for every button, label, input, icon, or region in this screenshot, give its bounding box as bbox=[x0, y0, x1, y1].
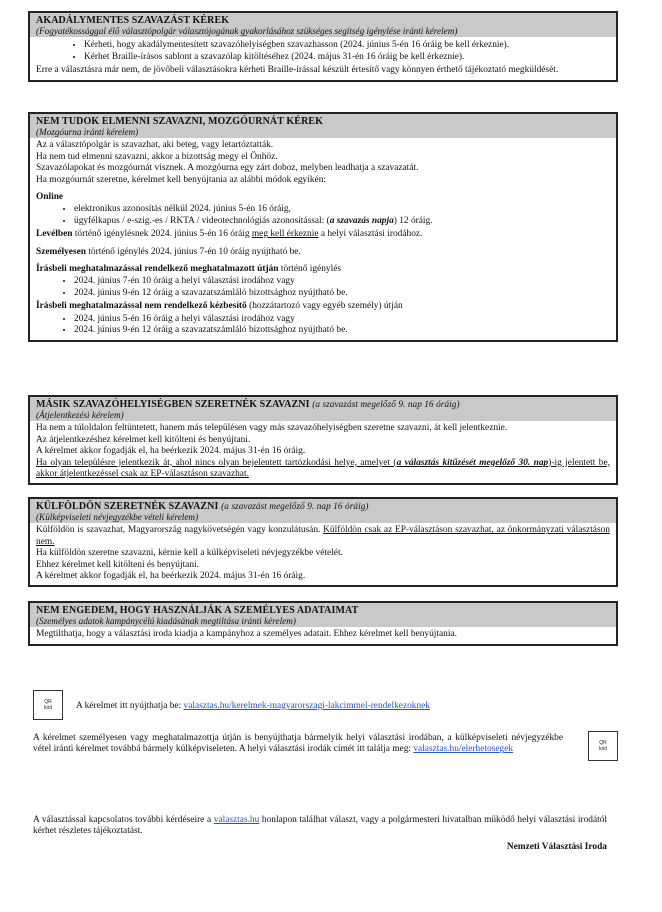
section-subtitle: (Átjelentkezési kérelem) bbox=[36, 410, 124, 421]
contact-link[interactable]: valasztas.hu/elerhetosegek bbox=[413, 744, 514, 755]
section-header bbox=[30, 13, 616, 37]
section-header bbox=[30, 603, 616, 627]
letter-line: Levélben történő igénylésnek 2024. június 5-én 16 óráig meg kell érkeznie a helyi választási irodához. bbox=[36, 229, 423, 240]
list-item: • Kérhet Braille-írásos sablont a szavazólap kitöltéséhez (2024. május 31-én 16 óráig be kell érkeznie). bbox=[84, 52, 610, 63]
body-line: Az átjelentkezéshez kérelmet kell kitölteni és benyújtani. bbox=[36, 434, 251, 445]
proxy-line: Írásbeli meghatalmazással rendelkező meghatalmazott útján történő igénylés bbox=[36, 264, 342, 275]
body-line: Külföldön is szavazhat, Magyarország nagykövetségén vagy konzulátusán. Külföldön csak az EP-választáson szavazhat, az önkormányzati választáson nem. bbox=[36, 525, 610, 547]
section-title: NEM ENGEDEM, HOGY HASZNÁLJÁK A SZEMÉLYES ADATAIMAT bbox=[36, 605, 359, 616]
intro-line: Ha mozgóurnát szeretne, kérelmet kell benyújtania az alábbi módok egyikén: bbox=[36, 174, 326, 185]
body-line: Megtilthatja, hogy a választási iroda kiadja a kampányhoz a személyes adatait. Ehhez kérelmet kell benyújtania. bbox=[36, 629, 457, 640]
warning-text: Ha olyan településre jelentkezik át, ahol nincs olyan bejelentett tartózkodási helye, amelyet (a választás kitűzését megelőző 30. nap)-ig jelentett be, akkor átjelentkezéssel csak az EP-választáson szavazhat. bbox=[36, 457, 610, 480]
submit-link[interactable]: valasztas.hu/kerelmek-magyarorszagi-lakcimmel-rendelkezoknek bbox=[183, 701, 431, 711]
list-item: • 2024. június 9-én 12 óráig a szavazatszámláló bizottsághoz nyújtható be. bbox=[74, 325, 610, 336]
section-subtitle: (Fogyatékossággal élő választópolgár választójogának gyakorlásához szükséges segítség igénylése iránti kérelem) bbox=[36, 26, 458, 37]
online-label: Online bbox=[36, 192, 64, 203]
section-mobile-ballot-box bbox=[28, 112, 618, 342]
section-subtitle: (Külképviseleti névjegyzékbe vételi kérelem) bbox=[36, 512, 199, 523]
section-subtitle: (Személyes adatok kampánycélú kiadásának megtiltása iránti kérelem) bbox=[36, 616, 296, 627]
section-title: AKADÁLYMENTES SZAVAZÁST KÉREK bbox=[36, 15, 230, 26]
intro-line: Az a választópolgár is szavazhat, aki beteg, vagy letartóztatták. bbox=[36, 140, 274, 151]
section-title: NEM TUDOK ELMENNI SZAVAZNI, MOZGÓURNÁT KÉREK bbox=[36, 116, 324, 127]
section-transfer-request bbox=[28, 395, 618, 485]
courier-line: Írásbeli meghatalmazással nem rendelkező kézbesítő (hozzátartozó vagy egyéb személy) útján bbox=[36, 301, 403, 312]
note-text: Erre a választásra már nem, de jövőbeli választásokra kérheti Braille-írással készült értesítő vagy könnyen érthető tájékoztató megküldését. bbox=[36, 65, 559, 76]
list-item: • 2024. június 9-én 12 óráig a szavazatszámláló bizottsághoz nyújtható be. bbox=[74, 288, 610, 299]
footer-paragraph: A választással kapcsolatos további kérdéseire a valasztas.hu honlapon találhat választ, vagy a polgármesteri hivatalban működő helyi választási irodától kérhet részletes tájékoztatást. bbox=[33, 815, 608, 837]
section-title: KÜLFÖLDÖN SZERETNÉK SZAVAZNI (a szavazást megelőző 9. nap 16 óráig) bbox=[36, 501, 369, 512]
list-item: • 2024. június 5-én 16 óráig a helyi választási irodához vagy bbox=[74, 314, 610, 325]
section-accessible-voting bbox=[28, 11, 618, 82]
section-title: MÁSIK SZAVAZÓHELYISÉGBEN SZERETNÉK SZAVAZNI (a szavazást megelőző 9. nap 16 óráig) bbox=[36, 399, 460, 410]
intro-line: Szavazólapokat és mozgóurnát visznek. A mozgóurna egy zárt doboz, melyben leadhatja a szavazatát. bbox=[36, 163, 419, 174]
intro-line: Ha nem tud elmenni szavazni, akkor a bizottság megy el Önhöz. bbox=[36, 151, 278, 162]
list-item: • 2024. június 7-én 10 óráig a helyi választási irodához vagy bbox=[74, 276, 610, 287]
section-data-protection bbox=[28, 601, 618, 646]
personal-line: Személyesen történő igénylés 2024. június 7-én 10 óráig nyújtható be. bbox=[36, 246, 301, 257]
section-subtitle: (Mozgóurna iránti kérelem) bbox=[36, 127, 139, 138]
qr-code-icon: QR kód bbox=[588, 731, 618, 761]
body-line: Ehhez kérelmet kell kitölteni és benyújtani. bbox=[36, 559, 199, 570]
contact-paragraph: A kérelmet személyesen vagy meghatalmazottja útján is benyújthatja bármelyik helyi választási irodában, a külképviseleti névjegyzékbe vétel iránti kérelmet továbbá bármely külképviseleten. A helyi választási irodák címét itt találja meg: valasztas.hu/elerhetosegek bbox=[33, 733, 563, 755]
footer-link[interactable]: valasztas.hu bbox=[213, 815, 260, 825]
section-header bbox=[30, 499, 616, 523]
section-header bbox=[30, 397, 616, 421]
body-line: A kérelmet akkor fogadják el, ha beérkezik 2024. május 31-én 16 óráig. bbox=[36, 446, 306, 457]
submit-line: A kérelmet itt nyújthatja be: valasztas.hu/kerelmek-magyarorszagi-lakcimmel-rendelkezoknek bbox=[76, 701, 431, 711]
body-line: Ha nem a túloldalon feltüntetett, hanem más településen vagy más szavazóhelyiségben szeretne szavazni, át kell jelentkeznie. bbox=[36, 423, 508, 434]
section-header bbox=[30, 114, 616, 138]
body-line: A kérelmet akkor fogadják el, ha beérkezik 2024. május 31-én 16 óráig. bbox=[36, 571, 306, 582]
signature: Nemzeti Választási Iroda bbox=[506, 842, 607, 852]
body-line: Ha külföldön szeretne szavazni, kérnie kell a külképviseleti névjegyzékbe vételét. bbox=[36, 548, 343, 559]
list-item: • ügyfélkapus / e-szig.-es / RKTA / videotechnológiás azonosítással: (a szavazás napja) 12 óráig. bbox=[74, 216, 610, 227]
list-item: • Kérheti, hogy akadálymentesített szavazóhelyiségben szavazhasson (2024. június 5-én 16 óráig be kell érkeznie). bbox=[84, 40, 610, 51]
section-abroad-voting bbox=[28, 497, 618, 587]
list-item: • elektronikus azonosítás nélkül 2024. június 5-én 16 óráig, bbox=[74, 204, 610, 215]
qr-code-icon: QR kód bbox=[33, 690, 63, 720]
